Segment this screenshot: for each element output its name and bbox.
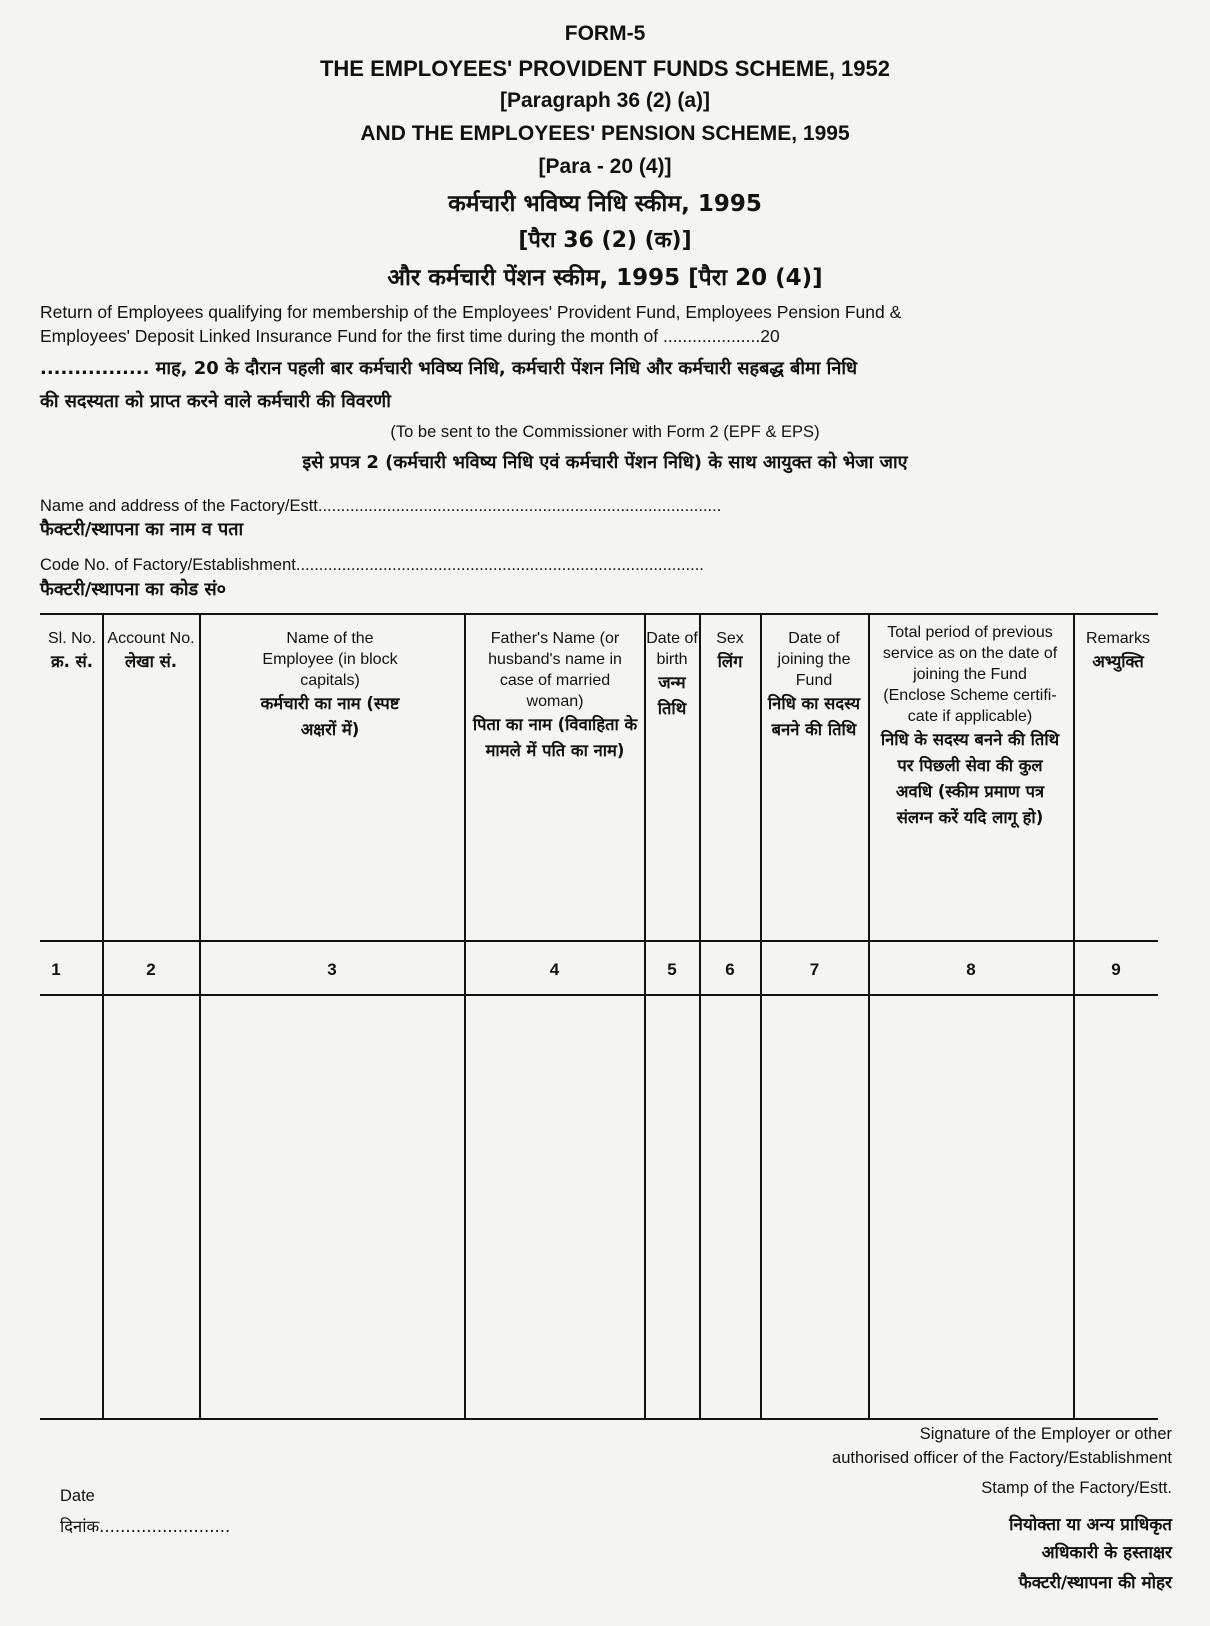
intro-hindi-line1: ................ माह, 20 के दौरान पहली बार कर्मचारी भविष्य निधि, कर्मचारी पेंशन निधि और कर्मचारी सहबद्ध बीमा निधि (40, 358, 858, 379)
column-header-english: Name of the Employee (in block capitals) (262, 630, 398, 689)
intro-english-line1: Return of Employees qualifying for membership of the Employees' Provident Fund, Employees Pension Fund & (40, 302, 902, 322)
column-header-english: Date of birth (646, 630, 698, 668)
column-header-english: Sl. No. (47, 630, 96, 647)
stamp-label: Stamp of the Factory/Estt. (981, 1479, 1172, 1497)
column-header-english: Total period of previous service as on the date of joining the Fund (Enclose Scheme certifi-cate if applicable) (882, 624, 1058, 725)
column-header-hindi: क्र. सं. (50, 652, 94, 671)
employer-signature-label: Signature of the Employer or other (919, 1425, 1172, 1443)
column-number: 7 (809, 960, 820, 979)
column-divider (868, 615, 870, 1420)
intro-english-line2: Employees' Deposit Linked Insurance Fund for the first time during the month of ....................20 (40, 326, 780, 346)
send-note: (To be sent to the Commissioner with Form 2 (EPF & EPS) (390, 423, 820, 441)
scheme-title-eps: AND THE EMPLOYEES' PENSION SCHEME, 1995 (360, 122, 850, 145)
column-header-hindi: निधि का सदस्य बनने की तिथि (767, 694, 861, 739)
column-header-english: Father's Name (or husband's name in case of married woman) (488, 630, 622, 710)
column-header-date-of-joining (764, 628, 864, 743)
column-header-father-name (472, 628, 638, 764)
intro-hindi-line2: की सदस्यता को प्राप्त करने वाले कर्मचारी की विवरणी (40, 391, 391, 412)
column-header-date-of-birth (646, 628, 698, 722)
column-header-account-no (106, 628, 196, 675)
column-divider (1073, 615, 1075, 1420)
table-number-divider (40, 994, 1158, 996)
hindi-scheme-title: कर्मचारी भविष्य निधि स्कीम, 1995 (448, 191, 762, 217)
column-divider (644, 615, 646, 1420)
column-header-english: Account No. (107, 630, 195, 647)
hindi-signature-line1: नियोक्ता या अन्य प्राधिकृत (1009, 1515, 1172, 1535)
code-number-hindi-label: फैक्टरी/स्थापना का कोड सं० (40, 579, 226, 600)
date-field[interactable]: दिनांक......................... (60, 1517, 231, 1536)
column-header-english: Sex (716, 630, 744, 647)
column-number: 1 (51, 960, 61, 979)
table-header-divider (40, 940, 1158, 942)
column-number: 6 (725, 960, 735, 979)
column-header-hindi: लेखा सं. (124, 652, 178, 671)
column-header-english: Date of joining the Fund (777, 630, 851, 689)
column-header-hindi: जन्म तिथि (657, 673, 687, 718)
column-header-sex (701, 628, 759, 675)
column-number: 4 (549, 960, 560, 979)
column-header-hindi: कर्मचारी का नाम (स्पष्ट अक्षरों में) (260, 694, 400, 739)
name-address-hindi-label: फैक्टरी/स्थापना का नाम व पता (40, 519, 244, 540)
hindi-paragraph-ref: [पैरा 36 (2) (क)] (518, 228, 692, 253)
column-header-remarks (1075, 628, 1161, 675)
column-header-hindi: अभ्युक्ति (1092, 652, 1144, 671)
authorised-officer-label: authorised officer of the Factory/Establishment (832, 1449, 1172, 1467)
column-divider (760, 615, 762, 1420)
code-number-field[interactable]: Code No. of Factory/Establishment......................................................................................... (40, 556, 704, 574)
paragraph-ref-eps: [Para - 20 (4)] (538, 155, 672, 178)
column-divider (699, 615, 701, 1420)
column-header-previous-service (880, 622, 1060, 831)
date-label: Date (60, 1487, 95, 1505)
column-header-hindi: पिता का नाम (विवाहिता के मामले में पति का नाम) (472, 715, 638, 760)
name-address-field[interactable]: Name and address of the Factory/Estt........................................................................................ (40, 497, 722, 515)
column-number: 5 (667, 960, 677, 979)
column-divider (102, 615, 104, 1420)
column-header-sl-no (44, 628, 100, 675)
column-number: 9 (1111, 960, 1121, 979)
column-header-hindi: निधि के सदस्य बनने की तिथि पर पिछली सेवा की कुल अवधि (स्कीम प्रमाण पत्र संलग्न करें यदि लागू हो) (880, 730, 1060, 827)
scheme-title-epf: THE EMPLOYEES' PROVIDENT FUNDS SCHEME, 1952 (319, 56, 890, 81)
hindi-signature-line2: अधिकारी के हस्ताक्षर (1041, 1543, 1172, 1563)
column-number: 2 (146, 960, 156, 979)
column-divider (464, 615, 466, 1420)
send-note-hindi: इसे प्रपत्र 2 (कर्मचारी भविष्य निधि एवं कर्मचारी पेंशन निधि) के साथ आयुक्त को भेजा जाए (302, 452, 908, 473)
column-divider (199, 615, 201, 1420)
column-number: 3 (327, 960, 337, 979)
column-header-english: Remarks (1085, 630, 1150, 647)
form-number: FORM-5 (564, 22, 646, 45)
table-bottom-border (40, 1418, 1158, 1420)
paragraph-ref-epf: [Paragraph 36 (2) (a)] (499, 89, 711, 112)
hindi-stamp-label: फैक्टरी/स्थापना की मोहर (1018, 1573, 1172, 1593)
hindi-pension-title: और कर्मचारी पेंशन स्कीम, 1995 [पैरा 20 (4)] (387, 265, 823, 291)
column-header-hindi: लिंग (717, 652, 743, 671)
column-header-employee-name (250, 628, 410, 743)
column-number: 8 (966, 960, 976, 979)
table-top-border (40, 613, 1158, 615)
